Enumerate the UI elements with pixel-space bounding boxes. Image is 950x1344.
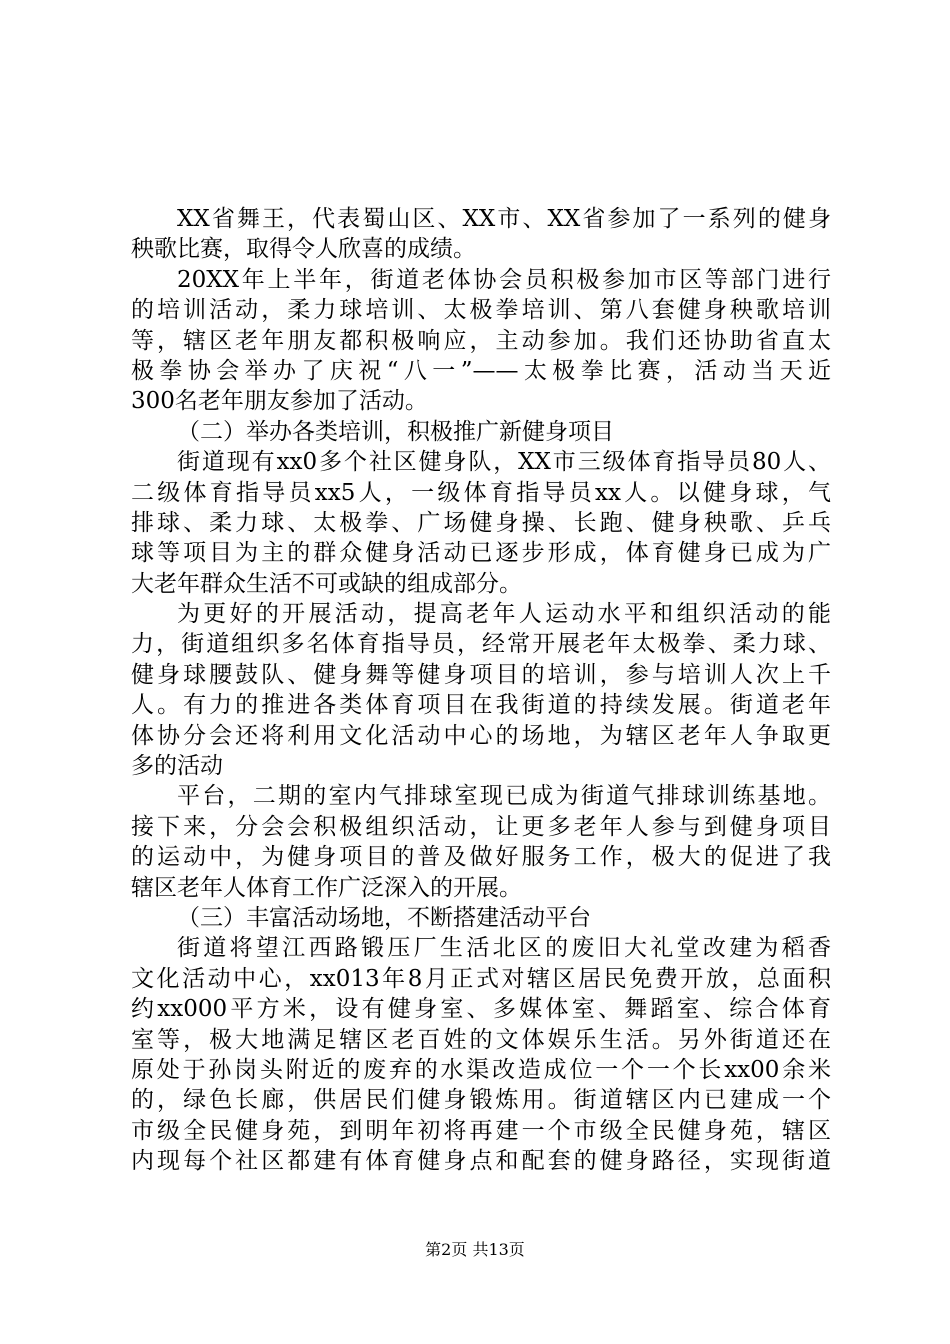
text-line: 文化活动中心，xx013年8月正式对辖区居民免费开放，总面积 — [131, 965, 831, 992]
text-line: 为更好的开展活动，提高老年人运动水平和组织活动的能 — [177, 601, 831, 628]
text-line: 的培训活动，柔力球培训、太极拳培训、第八套健身秧歌培训 — [131, 297, 831, 324]
text-line: 球等项目为主的群众健身活动已逐步形成，体育健身已成为广 — [131, 540, 831, 567]
text-line: 街道将望江西路锻压厂生活北区的废旧大礼堂改建为稻香 — [177, 935, 831, 962]
text-line: 秧歌比赛，取得令人欣喜的成绩。 — [131, 236, 476, 263]
text-line: 力，街道组织多名体育指导员，经常开展老年太极拳、柔力球、 — [131, 631, 831, 658]
text-line: 体协分会还将利用文化活动中心的场地，为辖区老年人争取更 — [131, 722, 831, 749]
text-line: 平台，二期的室内气排球室现已成为街道气排球训练基地。 — [177, 783, 831, 810]
text-line: 的运动中，为健身项目的普及做好服务工作，极大的促进了我 — [131, 844, 831, 871]
text-line: XX省舞王，代表蜀山区、XX市、XX省参加了一系列的健身 — [177, 206, 831, 232]
text-line: 人。有力的推进各类体育项目在我街道的持续发展。街道老年 — [131, 692, 831, 719]
text-line: 二级体育指导员xx5人，一级体育指导员xx人。以健身球，气 — [131, 479, 831, 506]
page-footer: 第2页 共13页 — [425, 1240, 525, 1259]
text-line: 300名老年朋友参加了活动。 — [131, 388, 428, 415]
document-body — [131, 204, 831, 1177]
text-line: 极拳协会举办了庆祝“八一”——太极拳比赛，活动当天近 — [131, 357, 831, 384]
text-line: （三）丰富活动场地，不断搭建活动平台 — [177, 904, 591, 931]
text-line: 等，辖区老年朋友都积极响应，主动参加。我们还协助省直太 — [131, 327, 831, 354]
text-line: （二）举办各类培训，积极推广新健身项目 — [177, 418, 614, 445]
text-line: 内现每个社区都建有体育健身点和配套的健身路径，实现街道 — [131, 1148, 831, 1175]
text-line: 的，绿色长廊，供居民们健身锻炼用。街道辖区内已建成一个 — [131, 1087, 831, 1114]
text-line: 排球、柔力球、太极拳、广场健身操、长跑、健身秧歌、乒乓 — [131, 509, 831, 536]
text-line: 健身球腰鼓队、健身舞等健身项目的培训，参与培训人次上千 — [131, 661, 831, 688]
text-line: 市级全民健身苑，到明年初将再建一个市级全民健身苑，辖区 — [131, 1117, 831, 1144]
text-line: 多的活动 — [131, 753, 223, 780]
text-line: 街道现有xx0多个社区健身队，XX市三级体育指导员80人、 — [177, 449, 831, 476]
text-line: 20XX年上半年，街道老体协会员积极参加市区等部门进行 — [177, 266, 831, 293]
text-line: 约xx000平方米，设有健身室、多媒体室、舞蹈室、综合体育 — [131, 996, 831, 1023]
text-line: 辖区老年人体育工作广泛深入的开展。 — [131, 874, 522, 901]
text-line: 原处于孙岗头附近的废弃的水渠改造成位一个一个长xx00余米 — [131, 1056, 831, 1083]
text-line: 接下来，分会会积极组织活动，让更多老年人参与到健身项目 — [131, 813, 831, 840]
text-line: 大老年群众生活不可或缺的组成部分。 — [131, 570, 522, 597]
text-line: 室等，极大地满足辖区老百姓的文体娱乐生活。另外街道还在 — [131, 1026, 831, 1053]
